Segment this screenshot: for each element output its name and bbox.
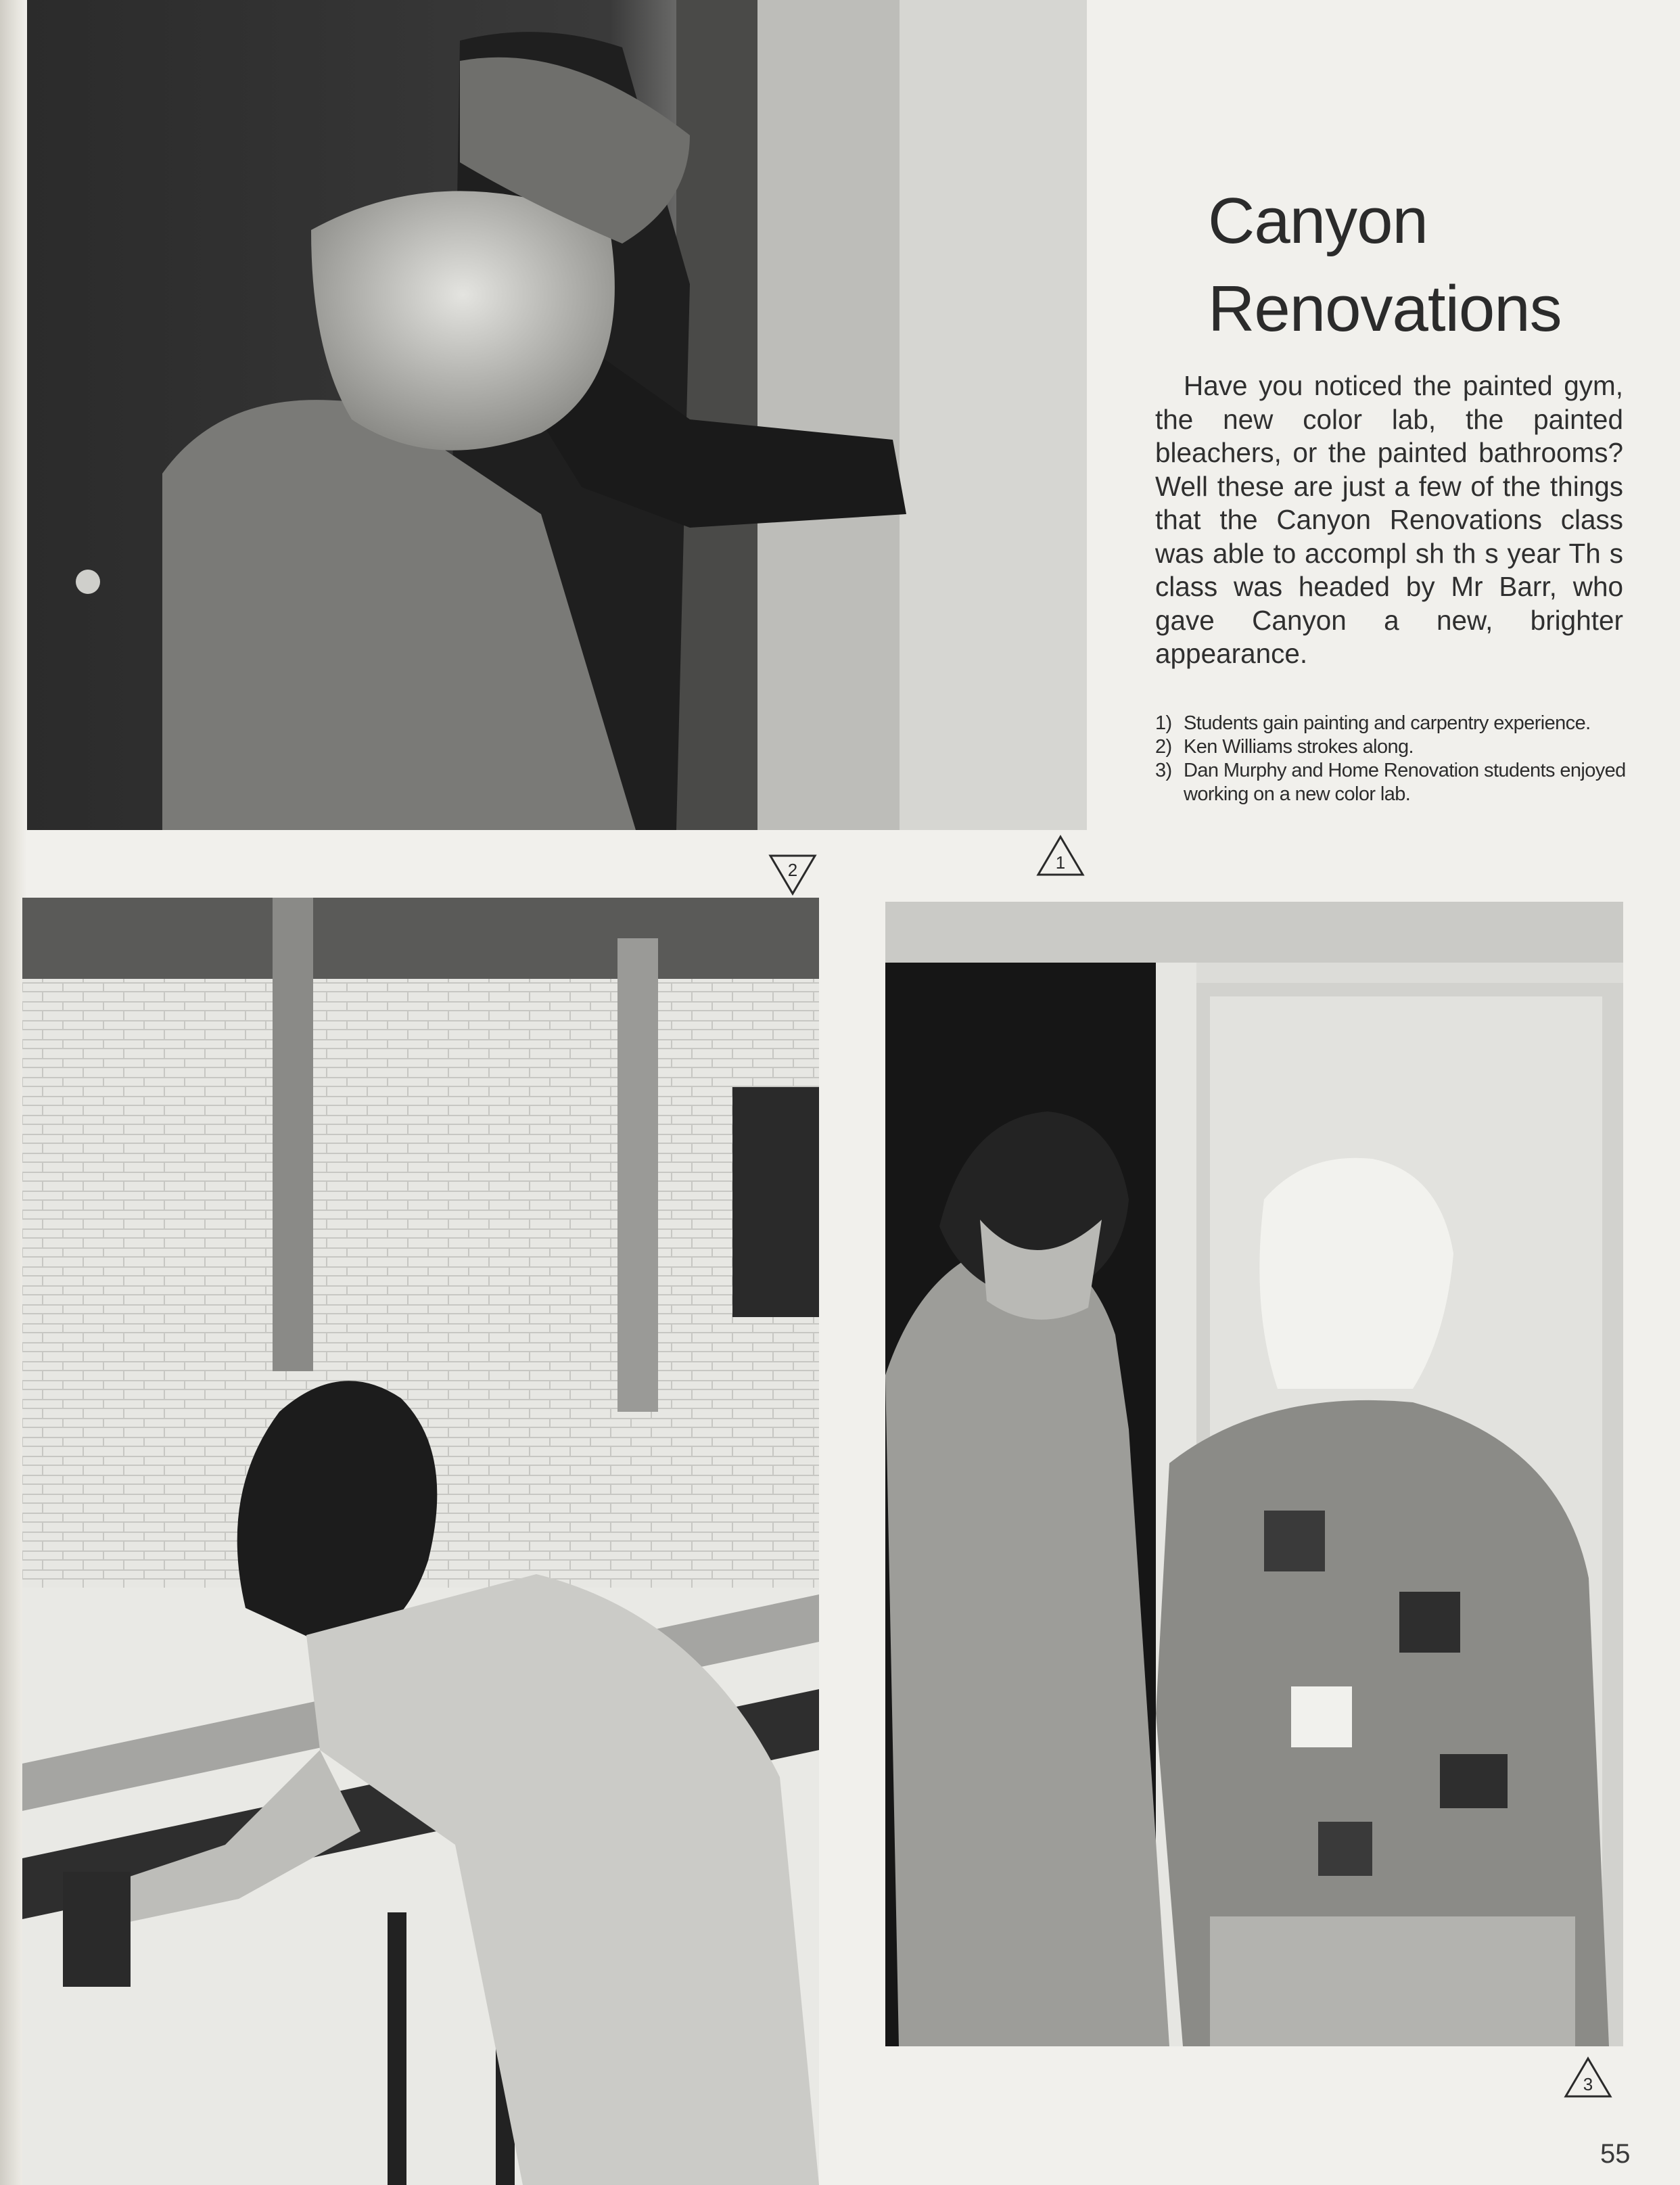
photo-painting-wall [27,0,1087,830]
photo-marker-3-label: 3 [1583,2074,1593,2094]
caption-item [1155,735,1629,759]
article-title-line-2: Renovations [1208,273,1562,345]
article-body: Have you noticed the painted gym, the new color lab, the painted bleachers, or the painted bathrooms? Well these are just a few of the things that the Canyon Renovations class was able to accompl sh th s year Th s class was headed by Mr Barr, who gave Canyon a new, brighter appearance. [1155,370,1623,669]
caption-number: 1) [1155,712,1172,734]
photo-marker-3-up-triangle-icon [1564,2056,1612,2098]
caption-text: Dan Murphy and Home Renovation students enjoyed working on a new color lab. [1184,760,1626,805]
photo-marker-1-up-triangle-icon [1036,835,1085,877]
caption-number: 3) [1155,760,1172,781]
photo-marker-1-label: 1 [1055,852,1066,873]
photo-color-lab-doorway [885,902,1623,2046]
photo-captions [1155,712,1629,806]
page-number: 55 [1600,2139,1631,2169]
article-title-line-1: Canyon [1208,185,1428,257]
photo-painting-bleacher [22,898,819,2185]
caption-text: Students gain painting and carpentry experience. [1184,712,1591,734]
photo-marker-2-down-triangle-icon [768,854,817,896]
caption-item [1155,759,1629,806]
caption-text: Ken Williams strokes along. [1184,736,1414,758]
article-title [1208,177,1641,353]
photo-marker-2-label: 2 [787,860,798,880]
caption-item [1155,712,1629,735]
caption-number: 2) [1155,736,1172,758]
